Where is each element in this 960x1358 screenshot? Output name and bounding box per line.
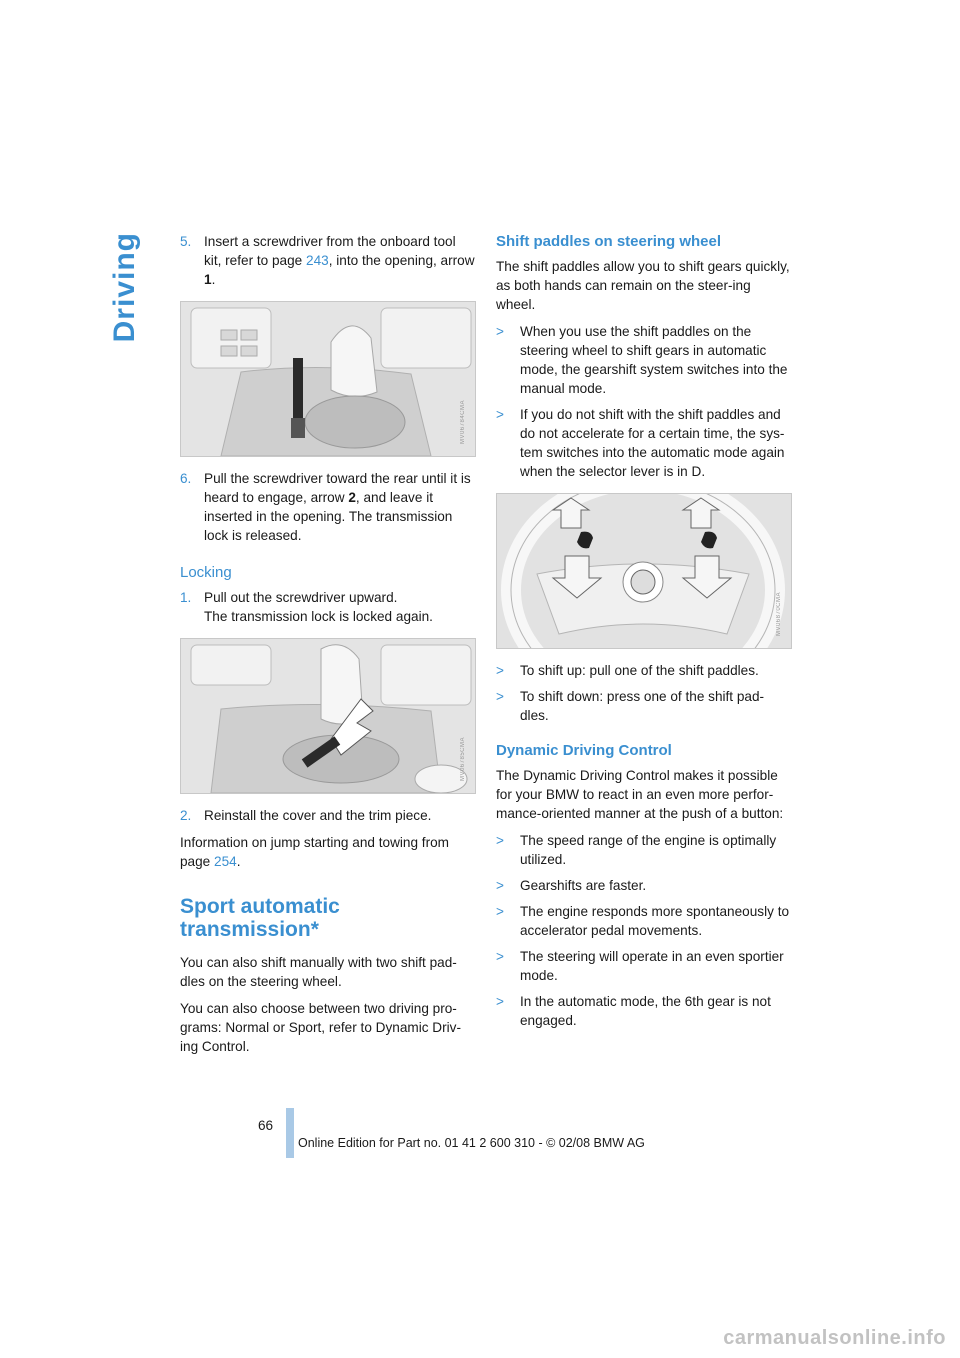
bullet-item: > If you do not shift with the shift paddles and do not accelerate for a certain time, the sys-tem switches into the automatic mode again when the selector lever is in D. (496, 407, 785, 479)
bullet-marker: > (496, 904, 504, 919)
lock-step-1 (180, 588, 476, 626)
bullet-item: > The steering will operate in an even sportier mode. (496, 949, 784, 983)
step-text: Pull the screwdriver toward the rear until it is heard to engage, arrow 2, and leave it inserted in the opening. The transmission lock is released. (204, 471, 471, 543)
step-number: 6. (180, 471, 192, 486)
step-6 (180, 469, 476, 545)
bullet-item: > To shift down: press one of the shift pad-dles. (496, 689, 765, 723)
bullet-marker: > (496, 324, 504, 339)
bullet-marker: > (496, 663, 504, 678)
watermark: carmanualsonline.info (723, 1327, 946, 1349)
bullet-marker: > (496, 689, 504, 704)
sport-paragraph-1: You can also shift manually with two shift pad-dles on the steering wheel. (180, 955, 457, 989)
ddc-heading: Dynamic Driving Control (496, 742, 672, 759)
step-text: Reinstall the cover and the trim piece. (204, 808, 432, 823)
info-paragraph: Information on jump starting and towing from page 254. (180, 835, 449, 869)
bullet-marker: > (496, 949, 504, 964)
page-number: 66 (258, 1118, 274, 1133)
bullet-marker: > (496, 833, 504, 848)
sport-heading: Sport automatic transmission* (180, 895, 340, 941)
figure-code: MV06870CMA (776, 591, 782, 636)
page-link-254[interactable]: 254 (214, 854, 237, 869)
locking-heading: Locking (180, 564, 232, 581)
step-number: 1. (180, 590, 192, 605)
ddc-intro: The Dynamic Driving Control makes it possible for your BMW to react in an even more perfor-mance-oriented manner at the push of a button: (496, 768, 784, 821)
figure-code: MV06785CMA (460, 736, 466, 781)
bullet-item: > To shift up: pull one of the shift paddles. (496, 663, 759, 678)
bullet-marker: > (496, 994, 504, 1009)
bullet-marker: > (496, 407, 504, 422)
bullet-item: > The speed range of the engine is optimally utilized. (496, 833, 777, 867)
footer-bar (286, 1108, 294, 1158)
figure-screwdriver-insert (180, 301, 476, 457)
paddles-intro: The shift paddles allow you to shift gears quickly, as both hands can remain on the steer-ing wheel. (496, 259, 790, 312)
step-5 (180, 232, 476, 289)
section-tab: Driving (108, 232, 141, 343)
figure-steering-wheel (496, 493, 792, 649)
console-illustration (181, 639, 475, 793)
paddles-heading: Shift paddles on steering wheel (496, 233, 722, 250)
step-number: 2. (180, 808, 192, 823)
console-illustration (181, 302, 475, 456)
page-link-243[interactable]: 243 (306, 253, 329, 268)
footer-text: Online Edition for Part no. 01 41 2 600 310 - © 02/08 BMW AG (298, 1136, 645, 1150)
step-text: Pull out the screwdriver upward. The transmission lock is locked again. (204, 590, 433, 624)
bullet-item: > Gearshifts are faster. (496, 878, 647, 893)
bullet-item: > The engine responds more spontaneously to accelerator pedal movements. (496, 904, 790, 938)
steering-wheel-illustration (497, 494, 791, 648)
bullet-item: > In the automatic mode, the 6th gear is not engaged. (496, 994, 771, 1028)
step-text: Insert a screwdriver from the onboard tool kit, refer to page 243, into the opening, arrow 1. (204, 234, 475, 287)
figure-screwdriver-remove (180, 638, 476, 794)
sport-paragraph-2: You can also choose between two driving pro-grams: Normal or Sport, refer to Dynamic Driv-ing Control. (180, 1001, 461, 1054)
left-column (180, 232, 476, 1064)
figure-code: MV06784CMA (460, 399, 466, 444)
step-number: 5. (180, 234, 192, 249)
step-2 (180, 806, 476, 825)
right-column (496, 232, 792, 1037)
bullet-marker: > (496, 878, 504, 893)
bullet-item: > When you use the shift paddles on the steering wheel to shift gears in automatic mode, the gearshift system switches into the manual mode. (496, 324, 788, 396)
